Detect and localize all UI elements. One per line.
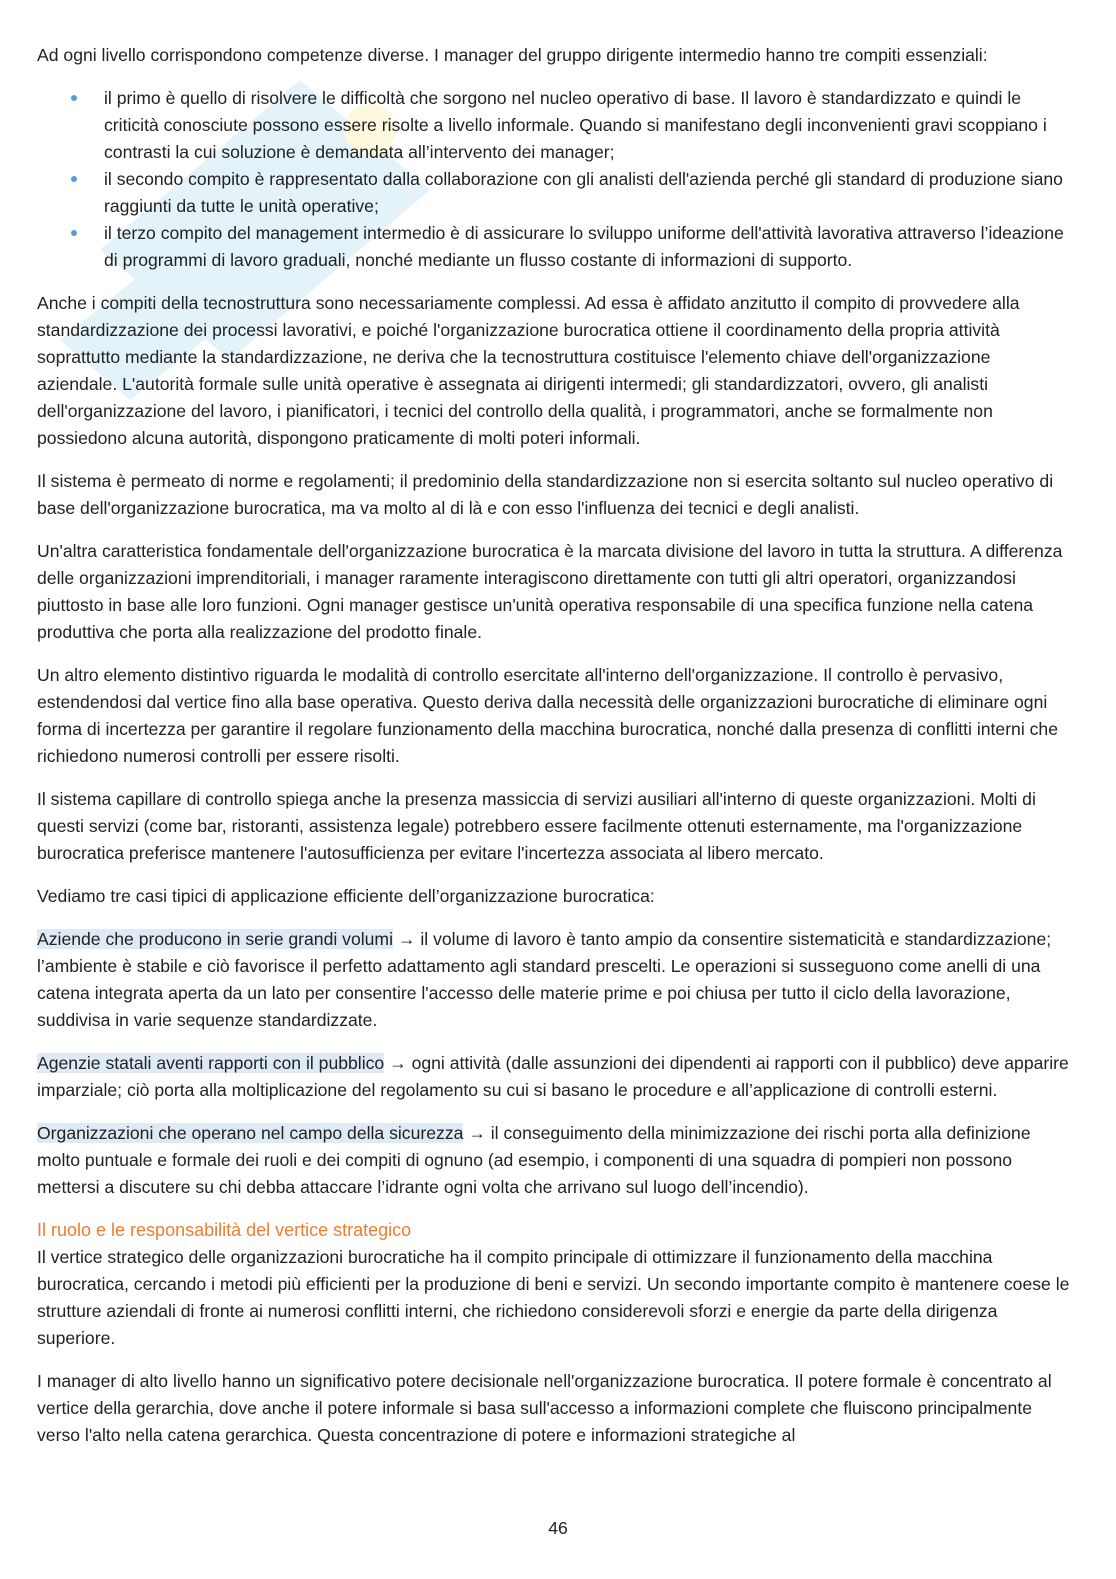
case-paragraph bbox=[37, 1050, 1071, 1104]
section-heading: Il ruolo e le responsabilità del vertice strategico bbox=[37, 1220, 412, 1240]
bullet-dot-icon bbox=[71, 176, 77, 182]
bullet-text: il secondo compito è rappresentato dalla collaborazione con gli analisti dell'azienda perché gli standard di produzione siano raggiunti da tutte le unità operative; bbox=[104, 169, 1063, 216]
case-text: → ogni attività (dalle assunzioni dei dipendenti ai rapporti con il pubblico) deve apparire imparziale; ciò porta alla moltiplicazione del regolamento su cui si basano le procedure e all’applicazione di controlli esterni. bbox=[37, 1053, 1069, 1100]
document-page bbox=[37, 42, 1071, 1465]
bullet-dot-icon bbox=[71, 230, 77, 236]
case-paragraph bbox=[37, 1120, 1071, 1201]
bullet-item bbox=[37, 85, 1071, 166]
body-paragraph: Anche i compiti della tecnostruttura sono necessariamente complessi. Ad essa è affidato anzitutto il compito di provvedere alla standardizzazione dei processi lavorativi, e poiché l'organizzazione burocratica ottiene il coordinamento della propria attività soprattutto mediante la standardizzazione, ne deriva che la tecnostruttura costituisce l'elemento chiave dell'organizzazione aziendale. L'autorità formale sulle unità operative è assegnata ai dirigenti intermedi; gli standardizzatori, ovvero, gli analisti dell'organizzazione del lavoro, i pianificatori, i tecnici del controllo della qualità, i programmatori, anche se formalmente non possiedono alcuna autorità, dispongono praticamente di molti poteri informali. bbox=[37, 293, 1020, 448]
bullet-text: il terzo compito del management intermedio è di assicurare lo sviluppo uniforme dell'attività lavorativa attraverso l’ideazione di programmi di lavoro graduali, nonché mediante un flusso costante di informazioni di supporto. bbox=[104, 223, 1064, 270]
body-paragraph: Il sistema capillare di controllo spiega anche la presenza massiccia di servizi ausiliari all'interno di queste organizzazioni. Molti di questi servizi (come bar, ristoranti, assistenza legale) potrebbero essere facilmente ottenuti esternamente, ma l'organizzazione burocratica preferisce mantenere l'autosufficienza per evitare l'incertezza associata al libero mercato. bbox=[37, 789, 1036, 863]
bullet-dot-icon bbox=[71, 95, 77, 101]
intro-paragraph: Ad ogni livello corrispondono competenze diverse. I manager del gruppo dirigente intermedio hanno tre compiti essenziali: bbox=[37, 45, 988, 65]
case-title-highlight: Organizzazioni che operano nel campo della sicurezza bbox=[37, 1123, 464, 1143]
case-title-highlight: Agenzie statali aventi rapporti con il pubblico bbox=[37, 1053, 385, 1073]
page-number: 46 bbox=[548, 1518, 568, 1538]
case-title-highlight: Aziende che producono in serie grandi volumi bbox=[37, 929, 393, 949]
bullet-item bbox=[37, 166, 1071, 220]
section-paragraph: Il vertice strategico delle organizzazioni burocratiche ha il compito principale di ottimizzare il funzionamento della macchina burocratica, cercando i metodi più efficienti per la produzione di beni e servizi. Un secondo importante compito è mantenere coese le strutture aziendali di fronte ai numerosi conflitti interni, che richiedono considerevoli sforzi e energie da parte della dirigenza superiore. bbox=[37, 1247, 1070, 1348]
bullet-text: il primo è quello di risolvere le difficoltà che sorgono nel nucleo operativo di base. Il lavoro è standardizzato e quindi le criticità conosciute possono essere risolte a livello informale. Quando si manifestano degli inconvenienti gravi scoppiano i contrasti la cui soluzione è demandata all’intervento dei manager; bbox=[104, 88, 1047, 162]
case-text: → il volume di lavoro è tanto ampio da consentire sistematicità e standardizzazione; l’ambiente è stabile e ciò favorisce il perfetto adattamento agli standard prescelti. Le operazioni si susseguono come anelli di una catena integrata aperta da un lato per consentire l'accesso delle materie prime e poi chiusa per tutto il ciclo della lavorazione, suddivisa in varie sequenze standardizzate. bbox=[37, 929, 1052, 1030]
bullet-item bbox=[37, 220, 1071, 274]
body-paragraph: Il sistema è permeato di norme e regolamenti; il predominio della standardizzazione non si esercita soltanto sul nucleo operativo di base dell'organizzazione burocratica, ma va molto al di là e con esso l'influenza dei tecnici e degli analisti. bbox=[37, 471, 1054, 518]
section-paragraph: I manager di alto livello hanno un significativo potere decisionale nell'organizzazione burocratica. Il potere formale è concentrato al vertice della gerarchia, dove anche il potere informale si basa sull'accesso a informazioni complete che fluiscono principalmente verso l'alto nella catena gerarchica. Questa concentrazione di potere e informazioni strategiche al bbox=[37, 1371, 1052, 1445]
bullet-list bbox=[37, 85, 1071, 274]
body-paragraph: Un'altra caratteristica fondamentale dell'organizzazione burocratica è la marcata divisione del lavoro in tutta la struttura. A differenza delle organizzazioni imprenditoriali, i manager raramente interagiscono direttamente con tutti gli altri operatori, organizzandosi piuttosto in base alle loro funzioni. Ogni manager gestisce un'unità operativa responsabile di una specifica funzione nella catena produttiva che porta alla realizzazione del prodotto finale. bbox=[37, 541, 1063, 642]
body-paragraph: Vediamo tre casi tipici di applicazione efficiente dell’organizzazione burocratica: bbox=[37, 886, 655, 906]
body-paragraph: Un altro elemento distintivo riguarda le modalità di controllo esercitate all'interno dell'organizzazione. Il controllo è pervasivo, estendendosi dal vertice fino alla base operativa. Questo deriva dalla necessità delle organizzazioni burocratiche di eliminare ogni forma di incertezza per garantire il regolare funzionamento della macchina burocratica, nonché dalla presenza di conflitti interni che richiedono numerosi controlli per essere risolti. bbox=[37, 665, 1058, 766]
case-paragraph bbox=[37, 926, 1071, 1034]
case-text: → il conseguimento della minimizzazione dei rischi porta alla definizione molto puntuale e formale dei ruoli e dei compiti di ognuno (ad esempio, i componenti di una squadra di pompieri non possono mettersi a discutere su chi debba attaccare l’idrante ogni volta che arrivano sul luogo dell’incendio). bbox=[37, 1123, 1031, 1197]
